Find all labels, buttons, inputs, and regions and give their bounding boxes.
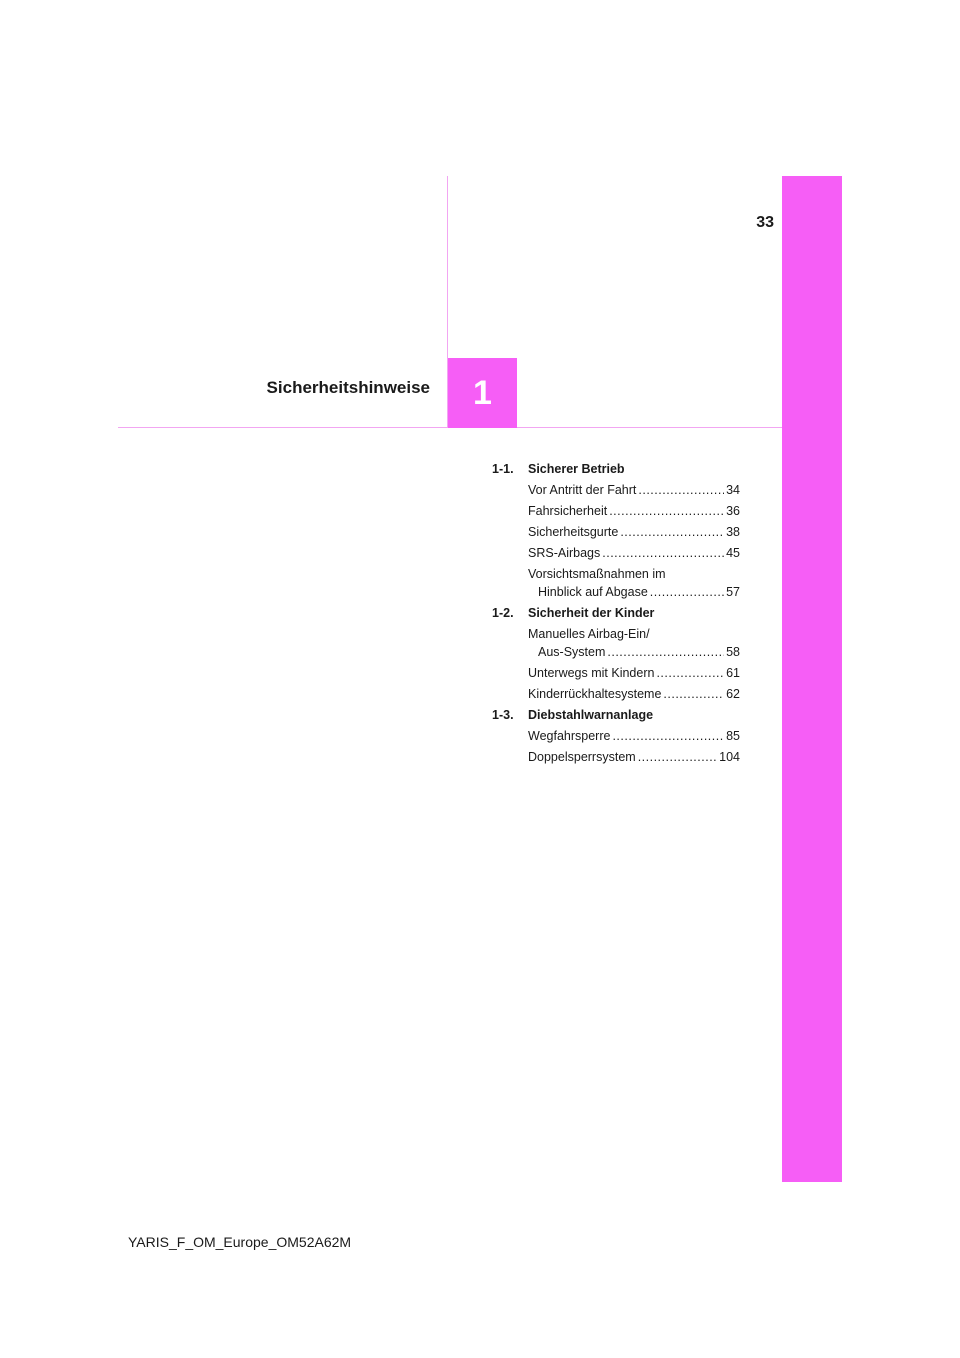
toc-section-title: Sicherer Betrieb [528, 462, 625, 476]
toc-entry[interactable] [528, 523, 740, 541]
toc-section-heading [492, 460, 740, 478]
toc-entry-title: Sicherheitsgurte [528, 525, 619, 539]
toc-entry-page: 85 [726, 729, 740, 743]
toc-section-title: Sicherheit der Kinder [528, 606, 655, 620]
toc-entry-page: 36 [726, 504, 740, 518]
toc-leader-dots [612, 727, 724, 745]
toc-section-number: 1-3. [492, 708, 514, 722]
table-of-contents [492, 460, 740, 769]
toc-entry-page: 57 [726, 585, 740, 599]
toc-entry-title: Vor Antritt der Fahrt [528, 483, 637, 497]
toc-entry[interactable] [528, 748, 740, 766]
toc-entry[interactable] [528, 481, 740, 499]
chapter-title: Sicherheitshinweise [266, 378, 430, 397]
toc-entry-page: 45 [726, 546, 740, 560]
toc-leader-dots [620, 523, 724, 541]
toc-leader-dots [602, 544, 724, 562]
toc-entry-title: SRS-Airbags [528, 546, 601, 560]
toc-entry-page: 58 [726, 645, 740, 659]
toc-leader-dots [609, 502, 724, 520]
page-number: 33 [756, 214, 774, 231]
toc-entry[interactable] [528, 544, 740, 562]
toc-entry-title: Doppelsperrsystem [528, 750, 636, 764]
footer-doc-id: YARIS_F_OM_Europe_OM52A62M [128, 1234, 352, 1250]
toc-leader-dots [607, 643, 724, 661]
toc-entry[interactable] [528, 625, 740, 661]
toc-leader-dots [638, 481, 724, 499]
toc-entry-title: Fahrsicherheit [528, 504, 608, 518]
toc-leader-dots [663, 685, 724, 703]
toc-entry-page: 34 [726, 483, 740, 497]
toc-entry-page: 61 [726, 666, 740, 680]
toc-section-title: Diebstahlwarnanlage [528, 708, 654, 722]
toc-entry[interactable] [528, 565, 740, 601]
toc-entry[interactable] [528, 685, 740, 703]
chapter-side-tab [782, 176, 842, 1182]
toc-section-number: 1-2. [492, 606, 514, 620]
toc-section-number: 1-1. [492, 462, 514, 476]
toc-entry-title: Manuelles Airbag-Ein/ [528, 627, 650, 641]
toc-entry[interactable] [528, 502, 740, 520]
toc-entry[interactable] [528, 727, 740, 745]
toc-leader-dots [650, 583, 724, 601]
toc-entry-title: Wegfahrsperre [528, 729, 611, 743]
toc-entry-page: 104 [719, 750, 740, 764]
toc-leader-dots [656, 664, 724, 682]
toc-entry-title: Kinderrückhaltesysteme [528, 687, 662, 701]
toc-entry-title: Hinblick auf Abgase [538, 585, 648, 599]
toc-entry-page: 38 [726, 525, 740, 539]
toc-entry-page: 62 [726, 687, 740, 701]
toc-entry[interactable] [528, 664, 740, 682]
toc-entry-title: Unterwegs mit Kindern [528, 666, 655, 680]
chapter-number-box: 1 [448, 358, 517, 428]
toc-leader-dots [638, 748, 717, 766]
toc-section-heading [492, 604, 740, 622]
toc-entry-title: Aus-System [538, 645, 606, 659]
toc-entry-title: Vorsichtsmaßnahmen im [528, 567, 666, 581]
toc-section-heading [492, 706, 740, 724]
